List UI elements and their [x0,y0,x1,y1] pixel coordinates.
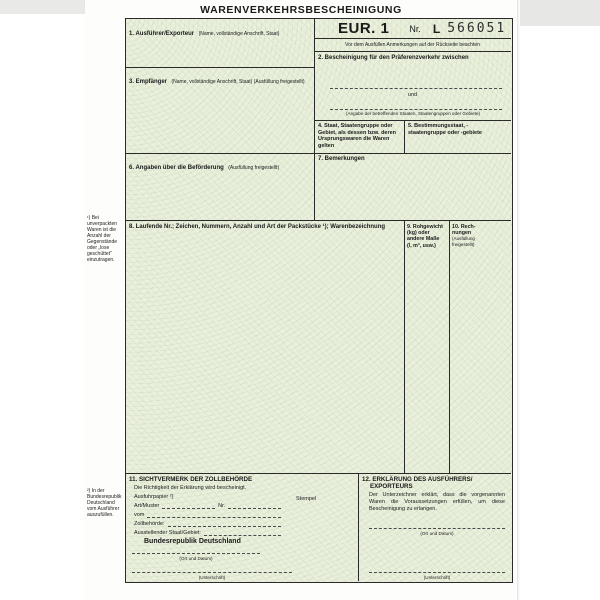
divider-box1-box3 [126,67,314,68]
box11-country: Bundesrepublik Deutschland [144,538,241,545]
box11-ausfuhrpapier: Ausfuhrpapier ²) [134,494,174,500]
scan-artifact-top-right [520,0,600,26]
note-strip: Vor dem Ausfüllen Anmerkungen auf der Rückseite beachten [345,42,480,48]
form-title: WARENVERKEHRSBESCHEINIGUNG [200,4,402,16]
serial-number: 566051 [447,21,507,36]
box11-unterschrift-line [132,572,292,573]
box11-vom-label: vom [134,512,145,518]
box10-subline1: (Ausfüllung [452,236,475,242]
box11-zollbehoerde-row [134,521,284,528]
box8-label: 8. Laufende Nr.; Zeichen, Nummern, Anzahl und Art der Packstücke ¹); Warenbezeichnung [129,224,386,230]
divider-box4-box5 [404,120,405,153]
serial-nr-label: Nr. [409,23,421,34]
divider-table-bottom [126,473,511,474]
box5-label: 5. Bestimmungsstaat, -staatengruppe oder -gebiete [408,123,482,136]
box11-staat-label: Ausstellender Staat/Gebiet: [134,530,201,536]
box6-label: 6. Angaben über die Beförderung [129,165,224,171]
divider-table-top [126,220,511,221]
box11-art-muster-row [134,503,284,510]
box11-ort-datum-caption: (Ort und Datum) [179,556,213,561]
box2-label: 2. Bescheinigung für den Präferenzverkehr zwischen [318,55,469,61]
box11-art-muster-field [162,507,215,509]
divider-eur1-bottom [314,38,511,39]
box3-consignee [129,70,311,88]
box11-line1: Die Richtigkeit der Erklärung wird bescheinigt. [134,485,247,491]
box11-zollbehoerde-label: Zollbehörde: [134,521,165,527]
box11-unterschrift-caption: (Unterschrift) [198,575,226,580]
box1-sublabel: (Name, vollständige Anschrift, Staat) [198,31,280,37]
box9-line4: (l, m³, usw.) [407,242,436,249]
eur1-serial-row [314,19,511,38]
box6-sublabel: (Ausfüllung freigestellt) [228,165,280,171]
divider-box2-bottom [314,120,511,121]
box11-staat-row [134,530,284,537]
box9-line3: andere Maße [407,236,440,243]
box2-line2 [330,109,502,110]
serial-prefix: L [432,21,441,36]
box11-zollbehoerde-field [168,525,281,527]
box6-transport [129,156,311,174]
footnote-2: ²) In der Bundesrepublik Deutschland vom Ausführer auszufüllen. [87,488,122,518]
eur1-form-name: EUR. 1 [338,20,390,37]
divider-table-col1 [404,220,405,473]
box11-art-muster-label: Art/Muster [134,503,160,509]
box1-label: 1. Ausführer/Exporteur [129,31,195,37]
box10-subline2: freigestellt) [452,242,475,248]
box11-vom-row [134,512,284,519]
box3-label: 3. Empfänger [129,79,168,85]
box12-ort-datum-caption: (Ort und Datum) [420,531,454,536]
box7-label: 7. Bemerkungen [318,156,365,162]
box10-label [452,224,508,248]
box4-label: 4. Staat, Staatengruppe oder Gebiet, als dessen bzw. deren Ursprungswaren die Waren gelten [318,123,397,149]
box1-exporter [129,22,311,40]
box11-vom-field [147,516,281,518]
box9-line2: (kg) oder [407,230,430,237]
box12-unterschrift-line [369,572,505,573]
box3-sublabel: (Name, vollständige Anschrift, Staat) (Ausfüllung freigestellt) [171,79,305,85]
box10-line2: nungen [452,230,472,237]
divider-box11-box12 [358,473,359,581]
box2-line1 [330,88,502,89]
divider-row3-bottom [126,153,511,154]
divider-note-bottom [314,51,511,52]
box11-ort-datum-line [132,553,260,554]
scan-artifact-top-left [0,0,98,14]
box9-label [407,224,447,249]
box12-label-line2: EXPORTEURS [370,483,413,490]
box11-label: 11. SICHTVERMERK DER ZOLLBEHÖRDE [129,476,253,483]
divider-table-col2 [449,220,450,473]
box10-line1: 10. Rech- [452,224,476,230]
footnote-1: ¹) Bei unverpackten Waren ist die Anzahl der Gegenstände oder „lose geschüttet“ einzutragen. [87,215,118,263]
eur1-form [125,18,513,583]
box11-nr-field [228,507,281,509]
box2-und: und [407,92,418,98]
box11-staat-field [204,534,281,536]
box12-label-line1: 12. ERKLÄRUNG DES AUSFÜHRERS/ [362,476,473,483]
box9-line1: 9. Rohgewicht [407,224,443,230]
box11-nr-label: Nr. [218,503,226,509]
box2-caption: (Angabe der betreffenden Staaten, Staatengruppen oder Gebiete) [346,111,480,116]
box12-ort-datum-line [369,528,505,529]
box12-body: Der Unterzeichner erklärt, dass die vorgenannten Waren die Voraussetzungen erfüllen, um diese Bescheinigung zu erlangen. [369,492,505,512]
box11-stempel: Stempel [296,496,317,502]
box12-unterschrift-caption: (Unterschrift) [423,575,451,580]
